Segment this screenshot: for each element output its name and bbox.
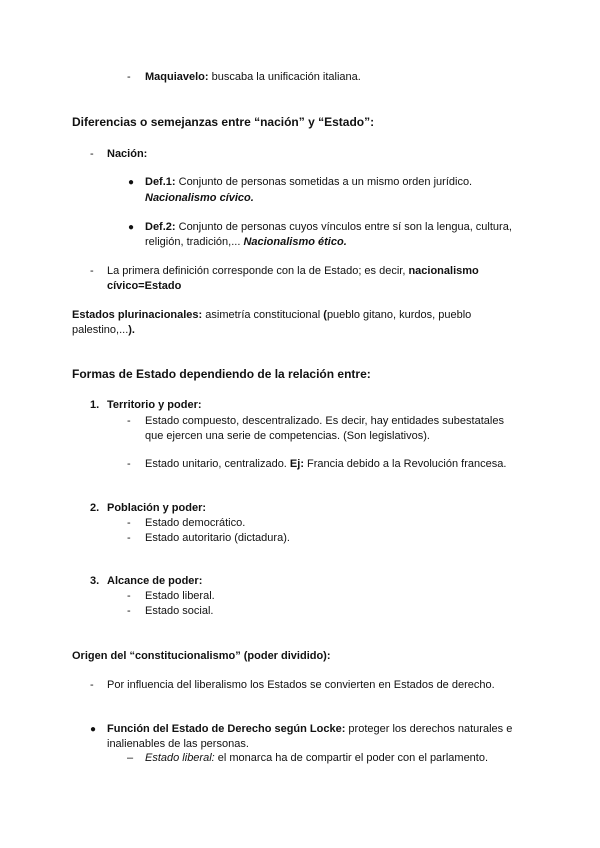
unitario-ej: Ej: bbox=[289, 458, 304, 470]
influencia-line: Por influencia del liberalismo los Estados se convierten en Estados de derecho. bbox=[107, 679, 495, 691]
plurinacionales-close: ). bbox=[128, 324, 135, 336]
territorio-title: Territorio y poder: bbox=[107, 399, 202, 411]
dash-bullet: - bbox=[127, 590, 131, 602]
liberal-text: el monarca ha de compartir el poder con el parlamento. bbox=[214, 752, 489, 764]
dash-bullet: - bbox=[90, 679, 94, 691]
poblacion-item: Estado democrático. bbox=[145, 517, 246, 529]
poblacion-item: Estado autoritario (dictadura). bbox=[145, 532, 290, 544]
unitario-rest: Francia debido a la Revolución francesa. bbox=[303, 458, 507, 470]
dash-bullet: – bbox=[127, 752, 134, 764]
dash-bullet: - bbox=[90, 265, 94, 277]
dash-bullet: - bbox=[127, 415, 131, 427]
maquiavelo-label: Maquiavelo: bbox=[145, 71, 209, 83]
unitario-line bbox=[145, 457, 506, 472]
liberal-label: Estado liberal: bbox=[145, 752, 215, 764]
def2-line2 bbox=[145, 235, 347, 250]
dash-bullet: - bbox=[127, 71, 131, 83]
plurinacionales-text1: asimetría constitucional bbox=[202, 309, 324, 321]
circle-bullet-icon: ● bbox=[128, 177, 135, 188]
def2-text2: religión, tradición,... bbox=[145, 236, 244, 248]
plurinacionales-text2: pueblo gitano, kurdos, pueblo bbox=[326, 309, 472, 321]
poblacion-title: Población y poder: bbox=[107, 502, 207, 514]
def2-line1 bbox=[145, 220, 512, 235]
primera-emph1: nacionalismo bbox=[408, 265, 479, 277]
section-number: 1. bbox=[90, 399, 100, 411]
nacion-label: Nación: bbox=[107, 148, 148, 160]
maquiavelo-text: buscaba la unificación italiana. bbox=[208, 71, 361, 83]
dash-bullet: - bbox=[127, 517, 131, 529]
funcion-label: Función del Estado de Derecho según Locke: bbox=[107, 723, 346, 735]
funcion-line2: inalienables de las personas. bbox=[107, 738, 249, 750]
def2-text: Conjunto de personas cuyos vínculos entre sí son la lengua, cultura, bbox=[175, 221, 512, 233]
diferencias-heading: Diferencias o semejanzas entre “nación” y “Estado”: bbox=[72, 115, 375, 129]
formas-heading: Formas de Estado dependiendo de la relación entre: bbox=[72, 367, 371, 381]
funcion-text: proteger los derechos naturales e bbox=[345, 723, 513, 735]
section-number: 3. bbox=[90, 575, 100, 587]
plurinacionales-line1 bbox=[72, 308, 471, 323]
circle-bullet-icon: ● bbox=[128, 222, 135, 233]
dash-bullet: - bbox=[127, 605, 131, 617]
dash-bullet: - bbox=[127, 458, 131, 470]
plurinacionales-line2 bbox=[72, 323, 135, 338]
circle-bullet-icon: ● bbox=[90, 724, 97, 735]
def1-line bbox=[145, 175, 472, 190]
dash-bullet: - bbox=[90, 148, 94, 160]
primera-text: La primera definición corresponde con la de Estado; es decir, bbox=[107, 265, 409, 277]
compuesto-line2: que ejercen una serie de competencias. (Son legislativos). bbox=[145, 430, 430, 442]
primera-emph2: cívico=Estado bbox=[107, 280, 182, 292]
origen-heading: Origen del “constitucionalismo” (poder dividido): bbox=[72, 650, 331, 662]
primera-line1 bbox=[107, 264, 479, 279]
dash-bullet: - bbox=[127, 532, 131, 544]
section-number: 2. bbox=[90, 502, 100, 514]
unitario-text: Estado unitario, centralizado. bbox=[145, 458, 290, 470]
plurinacionales-text3: palestino,... bbox=[72, 324, 129, 336]
def1-label: Def.1: bbox=[145, 176, 176, 188]
plurinacionales-open: ( bbox=[323, 309, 327, 321]
liberal-line bbox=[145, 751, 488, 766]
def2-emphasis: Nacionalismo ético. bbox=[243, 236, 347, 248]
maquiavelo-line bbox=[145, 70, 361, 85]
def1-emphasis: Nacionalismo cívico. bbox=[145, 192, 254, 204]
def1-text: Conjunto de personas sometidas a un mismo orden jurídico. bbox=[175, 176, 473, 188]
funcion-line1 bbox=[107, 722, 512, 737]
alcance-item: Estado social. bbox=[145, 605, 214, 617]
compuesto-line1: Estado compuesto, descentralizado. Es decir, hay entidades subestatales bbox=[145, 415, 504, 427]
plurinacionales-label: Estados plurinacionales: bbox=[72, 309, 203, 321]
def2-label: Def.2: bbox=[145, 221, 176, 233]
alcance-item: Estado liberal. bbox=[145, 590, 215, 602]
alcance-title: Alcance de poder: bbox=[107, 575, 203, 587]
